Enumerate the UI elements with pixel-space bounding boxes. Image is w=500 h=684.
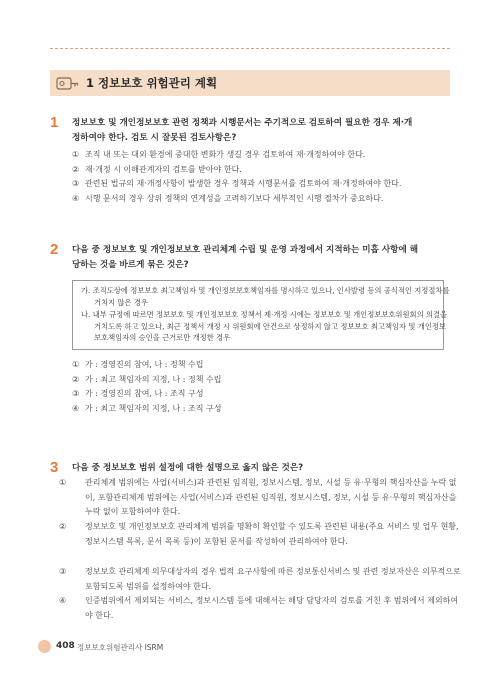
header-divider [50,48,450,49]
question-number: 2 [50,241,59,258]
question-stem-line: 다음 중 정보보호 및 개인정보보호 관리체계 수립 및 운영 과정에서 지적하는 미흡 사항에 해 [72,245,419,255]
question-number: 3 [50,459,59,476]
answer-option[interactable]: ② 재·개정 시 이해관계자의 검토를 받아야 한다. [72,164,242,174]
question-stem-line: 당하는 것을 바르게 묶은 것은? [72,260,189,270]
answer-option[interactable]: ③ 정보보호 관리체계 의무대상자의 경우 법적 요구사항에 따른 정보통신서비스 및 관련 정보자산은 의무적으로 포함되도록 범위를 설정하여야 한다. [59,567,461,591]
question-number: 1 [50,114,59,131]
answer-option[interactable]: ③ 가 : 경영진의 참여, 나 : 조직 구성 [72,389,204,398]
answer-option[interactable]: ① 관리체계 범위에는 사업(서비스)과 관련된 임직원, 정보시스템, 정보, 시설 등 유·무형의 핵심자산을 누락 없이, 포함관리체계 범위에는 사업(서비스)과 관련된 임직원, 정보시스템, 정보, 시설 등 유·무형의 핵심자산을 누락 없이 포함하여야 한다. [59,478,457,516]
answer-option[interactable]: ④ 인증범위에서 제외되는 서비스, 정보시스템 등에 대해서는 해당 담당자의 검토를 거친 후 범위에서 제외하여야 한다. [59,596,459,620]
page-number: 408 [56,641,75,651]
page-tab-circle [38,640,51,653]
question-stem-line: 정하여야 한다. 검토 시 잘못된 검토사항은? [72,133,237,143]
answer-option[interactable]: ① 조직 내 또는 대외 환경에 중대한 변화가 생길 경우 검토하여 재·개정하여야 한다. [72,150,366,159]
example-item-na: 나. 내부 규정에 따르면 정보보호 및 개인정보보호 정책서 제·개정 시에는 정보보호 및 개인정보보호위원회의 의결을 거치도록 하고 있으나, 최근 정책서 개정 시 위원회에 안건으로 상정하지 않고 정보보호 최고책임자 및 개인정보보호책임자의 승인을 근거로만 개정한 경우 [81,310,448,342]
answer-option[interactable]: ③ 관련된 법규의 재·개정사항이 발생한 경우 정책과 시행문서를 검토하여 재·개정하여야 한다. [72,179,402,188]
key-card-icon [56,74,80,92]
answer-option[interactable]: ② 가 : 최고 책임자의 지정, 나 : 정책 수립 [72,374,222,384]
question-2-example-box [72,280,450,350]
answer-option[interactable]: ④ 시행 문서의 경우 상위 정책의 연계성을 고려하기보다 세부적인 시행 절차가 중요하다. [72,193,384,203]
answer-option[interactable]: ④ 가 : 최고 책임자의 지정, 나 : 조직 구성 [72,403,222,413]
question-stem-line: 정보보호 및 개인정보보호 관련 정책과 시행문서는 주기적으로 검토하여 필요한 경우 제·개 [72,118,413,128]
example-item-ga: 가. 조직도상에 정보보호 최고책임자 및 개인정보보호책임자를 명시하고 있으나, 인사발령 등의 공식적인 지정절차를 거치지 않은 경우 [81,286,450,307]
section-title: 1 정보보호 위험관리 계획 [86,76,218,90]
answer-option[interactable]: ② 정보보호 및 개인정보보호 관리체계 범위를 명확히 확인할 수 있도록 관련된 내용(주요 서비스 및 업무 현황, 정보시스템 목록, 문서 목록 등)이 포함된 문서를 작성하여 관리하여야 한다. [59,522,459,546]
question-stem-line: 다음 중 정보보호 범위 설정에 대한 설명으로 옳지 않은 것은? [72,463,304,473]
answer-option[interactable]: ① 가 : 경영진의 참여, 나 : 정책 수립 [72,360,204,369]
book-title: 정보보호위험관리사 ISRM [77,643,164,652]
